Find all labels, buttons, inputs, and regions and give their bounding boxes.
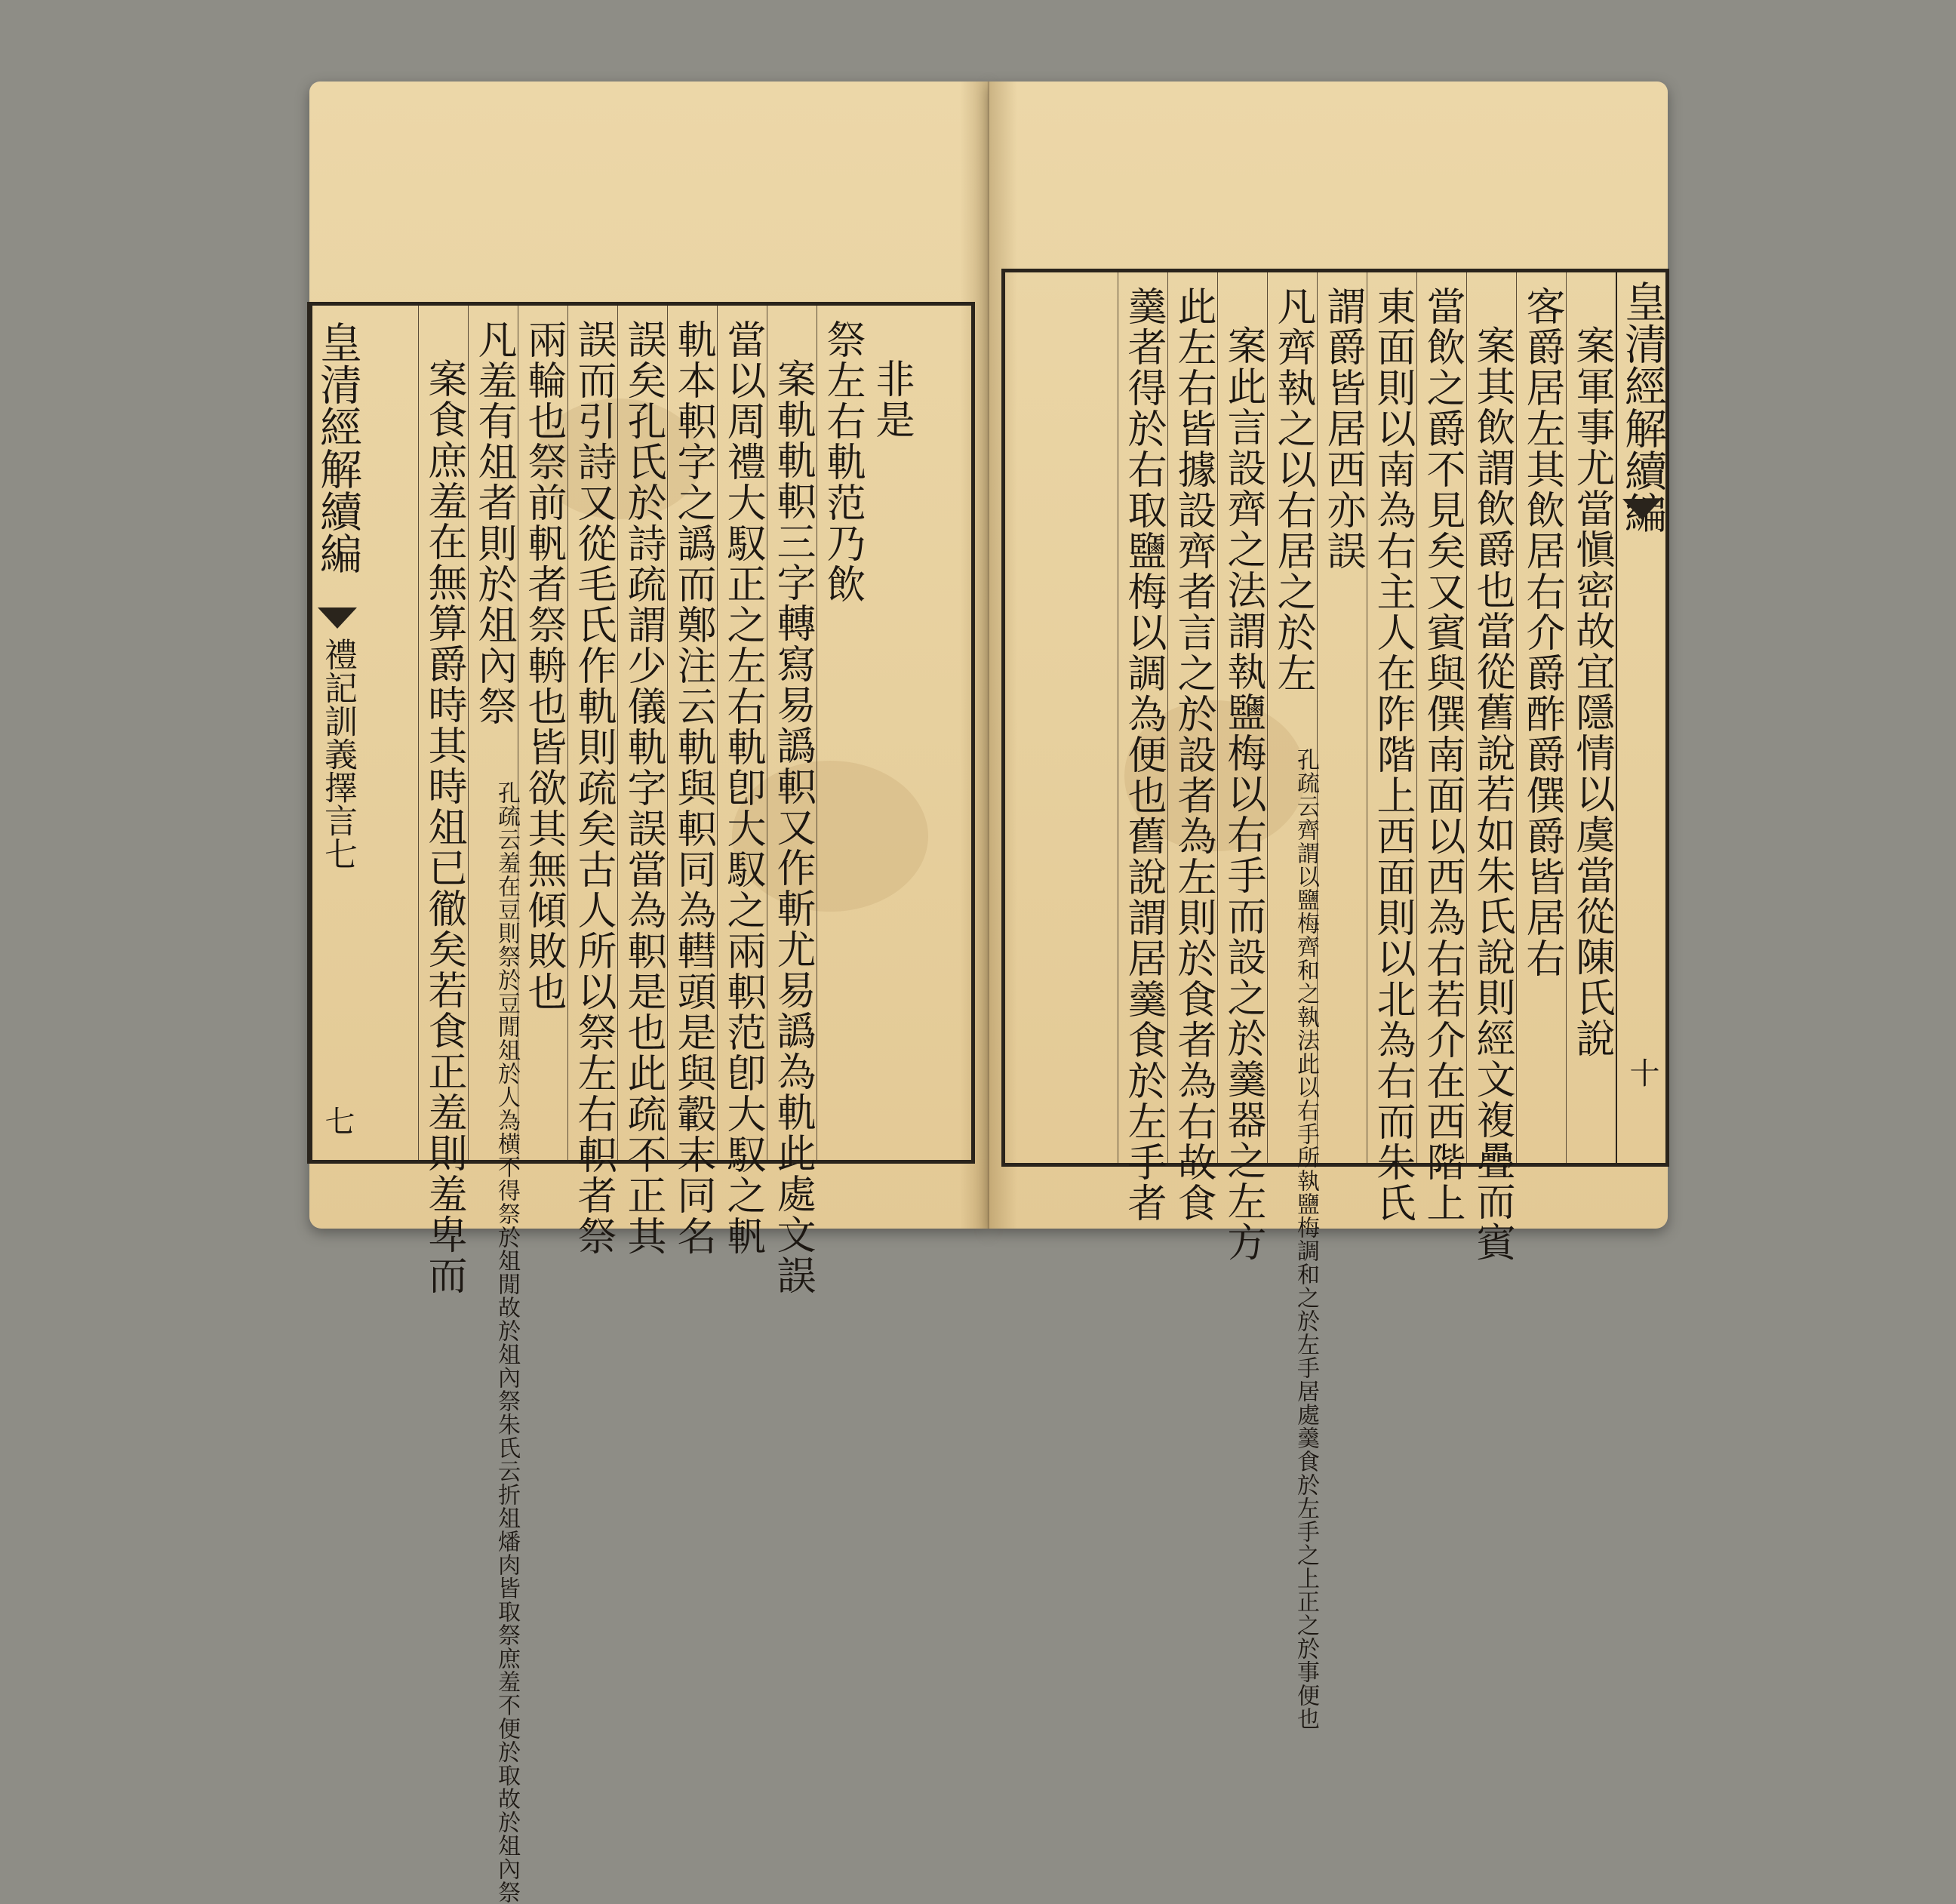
text-column	[1118, 272, 1168, 1223]
banxin-title: 皇清經解續編	[1618, 280, 1667, 534]
column-text: 案其飲謂飲爵也當從舊說若如朱氏說則經文複疊而賓	[1469, 325, 1515, 1263]
left-text-frame	[307, 302, 975, 1904]
text-column	[1317, 272, 1367, 1163]
column-text: 兩輪也祭前軓者祭輈也皆欲其無傾敗也	[521, 319, 566, 1012]
banxin-strip	[1616, 272, 1667, 1163]
column-text: 軌本軹字之譌而鄭注云軌與軹同為轊頭是與轂末同名	[670, 319, 715, 1257]
column-text: 謂爵皆居西亦誤	[1320, 286, 1365, 571]
column-text: 當以周禮大馭正之左右軌卽大馭之兩軹范卽大馭之軓	[720, 319, 765, 1257]
text-column	[617, 306, 668, 1257]
column-text: 案此言設齊之法謂執鹽梅以右手而設之於羹器之左方	[1220, 325, 1266, 1263]
column-text: 案軌軌軹三字轉寫易譌軹又作斬尤易譌為軌此處文誤	[770, 358, 815, 1296]
text-column	[1466, 272, 1517, 1263]
text-column	[1217, 272, 1268, 1263]
column-text: 此左右皆據設齊者言之於設者為左則於食者為右故食	[1170, 286, 1216, 1223]
fish-tail-mark	[1622, 499, 1662, 520]
column-text: 凡羞有俎者則於俎內祭	[471, 319, 516, 727]
text-column	[717, 306, 767, 1257]
banxin-title: 皇清經解續編	[313, 321, 362, 574]
text-column	[418, 306, 469, 1296]
column-text: 凡齊執之以右居之於左	[1270, 286, 1315, 694]
commentary-text: 孔疏云羞在豆則祭於豆閒俎於人為横不得祭於俎閒故於俎內祭朱氏云折俎燔肉皆取祭庶羞不便於取故於俎內祭	[494, 781, 520, 1904]
page-number: 七	[320, 1106, 355, 1136]
open-book	[296, 82, 1669, 1904]
column-text: 非是	[869, 358, 914, 440]
commentary-text: 孔疏云齊謂以鹽梅齊和之執法此以右手所執鹽梅調和之於左手居處羹食於左手之上正之於事便也	[1293, 748, 1319, 1730]
page-number: 十	[1625, 1057, 1659, 1087]
text-column	[518, 306, 568, 1160]
column-text: 案軍事尤當愼密故宜隱情以虞當從陳氏說	[1569, 325, 1614, 1059]
column-text: 祭左右軌范乃飲	[820, 319, 865, 604]
text-column	[667, 306, 718, 1257]
column-text: 誤矣孔氏於詩疏謂少儀軌字誤當為軹是也此疏不正其	[620, 319, 666, 1257]
banxin-subtitle: 禮記訓義擇言七	[318, 638, 357, 870]
text-column	[767, 306, 817, 1296]
text-column	[468, 306, 520, 1904]
column-text: 東面則以南為右主人在阼階上西面則以北為右而朱氏	[1370, 286, 1415, 1223]
text-column	[1516, 272, 1567, 1163]
column-text: 誤而引詩又從毛氏作軌則疏矣古人所以祭左右軹者祭	[570, 319, 616, 1257]
fish-tail-mark	[318, 607, 357, 629]
text-column	[1566, 272, 1616, 1163]
column-text: 案食庶羞在無算爵時其時俎已徹矣若食正羞則羞卑而	[421, 358, 466, 1296]
text-column	[1167, 272, 1218, 1223]
text-column	[817, 306, 867, 1160]
right-text-frame	[1001, 269, 1669, 1730]
banxin-strip	[311, 306, 362, 1160]
text-column	[866, 306, 916, 1160]
text-column	[1267, 272, 1319, 1730]
column-text: 當飲之爵不見矣又賓與僎南面以西為右若介在西階上	[1419, 286, 1465, 1223]
column-text: 羹者得於右取鹽梅以調為便也舊說謂居羹食於左手者	[1121, 286, 1166, 1223]
text-column	[1367, 272, 1417, 1223]
text-column	[567, 306, 618, 1257]
column-text: 客爵居左其飲居右介爵酢爵僎爵皆居右	[1519, 286, 1564, 979]
text-column	[1416, 272, 1467, 1223]
